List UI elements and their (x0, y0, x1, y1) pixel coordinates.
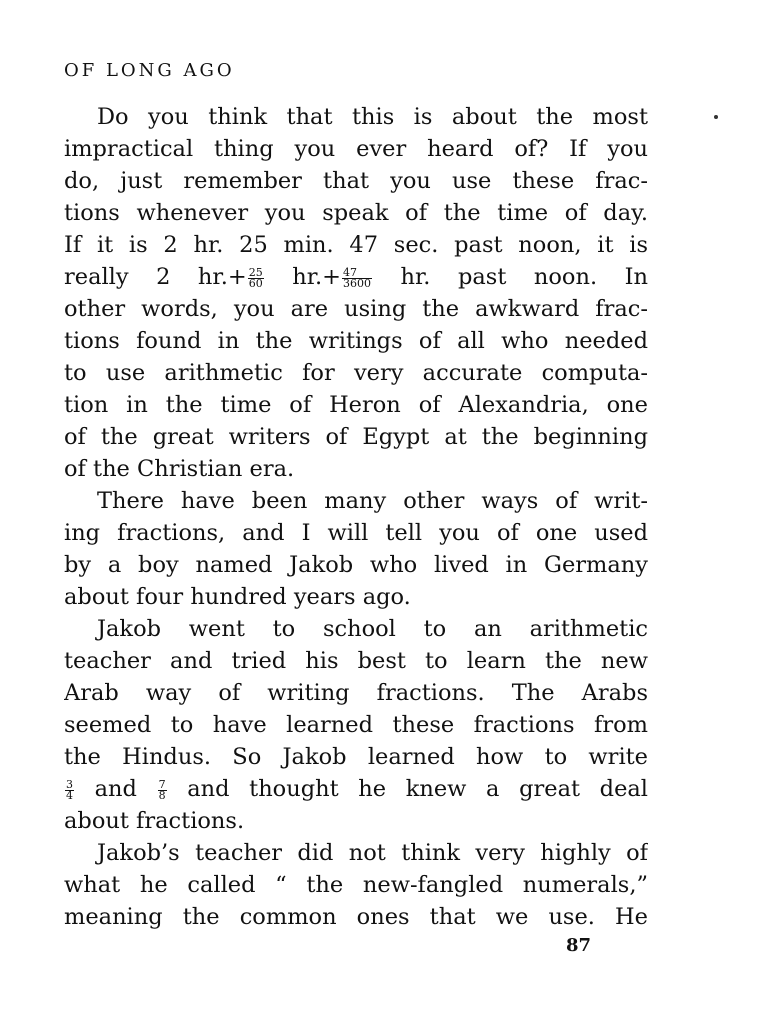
text-line: the Hindus. So Jakob learned how to write (64, 744, 648, 770)
text-line: tions found in the writings of all who needed (64, 328, 648, 354)
body-text (64, 101, 648, 933)
fraction-denominator: 8 (158, 788, 166, 802)
text-line: tions whenever you speak of the time of day. (64, 200, 648, 226)
text-line: Jakob’s teacher did not think very highly of (97, 840, 648, 866)
text-segment: really 2 hr.+ (64, 264, 247, 290)
fraction (158, 777, 167, 802)
text-line: what he called “ the new-fangled numerals,” (64, 872, 648, 898)
fraction-numerator: 25 (248, 265, 263, 279)
speck-mark (714, 115, 718, 119)
fraction (342, 265, 372, 290)
text-line: of the great writers of Egypt at the beginning (64, 424, 648, 450)
text-segment: hr.+ (264, 264, 342, 290)
text-line: ing fractions, and I will tell you of one used (64, 520, 648, 546)
text-line (64, 261, 648, 293)
text-lines (64, 101, 648, 933)
text-line: If it is 2 hr. 25 min. 47 sec. past noon, it is (64, 232, 648, 258)
fraction-denominator: 60 (248, 276, 263, 290)
text-line: seemed to have learned these fractions from (64, 712, 648, 738)
text-line: about fractions. (64, 808, 245, 834)
text-line (64, 773, 648, 805)
text-line: of the Christian era. (64, 456, 295, 482)
text-line: There have been many other ways of writ- (97, 488, 648, 514)
text-line: to use arithmetic for very accurate computa- (64, 360, 648, 386)
text-line: do, just remember that you use these frac- (64, 168, 648, 194)
fraction-numerator: 7 (158, 777, 166, 791)
text-line: impractical thing you ever heard of? If you (64, 136, 648, 162)
text-line: teacher and tried his best to learn the new (64, 648, 648, 674)
fraction-denominator: 4 (66, 788, 73, 802)
text-line: meaning the common ones that we use. He (64, 904, 648, 930)
text-line: by a boy named Jakob who lived in Germany (64, 552, 648, 578)
text-line: other words, you are using the awkward frac- (64, 296, 648, 322)
text-segment: and (75, 776, 157, 802)
text-line: Do you think that this is about the most (97, 104, 648, 130)
fraction (65, 777, 74, 802)
fraction-denominator: 3600 (343, 276, 372, 290)
fraction-numerator: 3 (66, 777, 73, 791)
text-segment: hr. past noon. In (373, 264, 648, 290)
text-line: tion in the time of Heron of Alexandria, one (64, 392, 648, 418)
page-number: 87 (566, 935, 592, 956)
text-line: about four hundred years ago. (64, 584, 411, 610)
fraction-numerator: 47 (342, 268, 372, 279)
running-head: OF LONG AGO (64, 60, 235, 81)
text-segment: and thought he knew a great deal (167, 776, 648, 802)
text-line: Arab way of writing fractions. The Arabs (64, 680, 648, 706)
text-line: Jakob went to school to an arithmetic (97, 616, 648, 642)
fraction (248, 265, 264, 290)
